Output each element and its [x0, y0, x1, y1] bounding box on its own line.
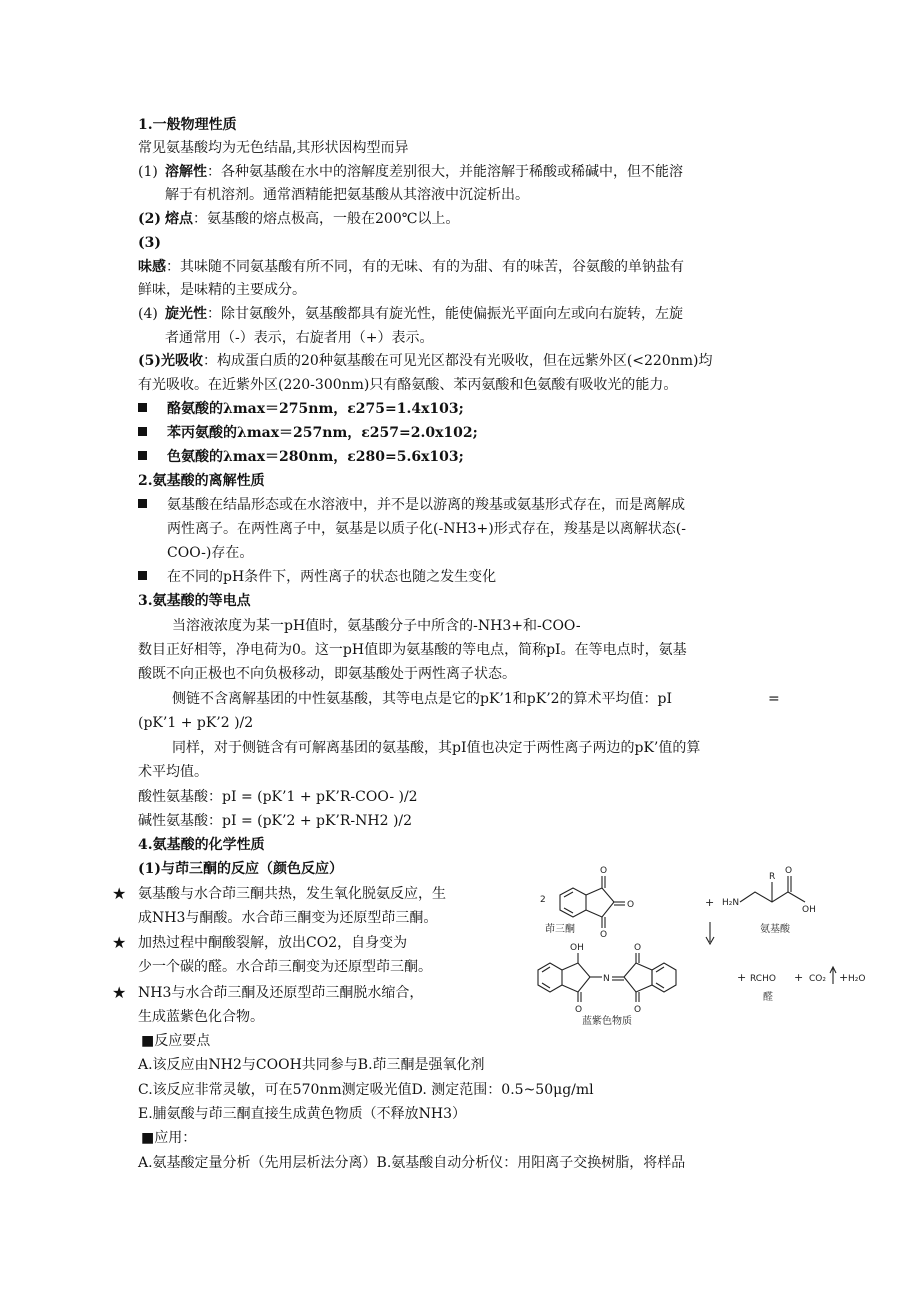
- bullet-zwitterion-cont: COO-)存在。: [167, 545, 254, 561]
- item-taste: [138, 258, 684, 277]
- carbonyl-o-label: O: [785, 866, 793, 876]
- co2-label: CO₂: [809, 974, 826, 984]
- bullet-text: 在不同的pH条件下，两性离子的状态也随之发生变化: [167, 569, 497, 585]
- item-3-number: (3): [138, 235, 161, 251]
- item-number: (2): [138, 211, 161, 227]
- h2o-label: H₂O: [848, 974, 866, 984]
- bullet-zwitterion-cont: 两性离子。在两性离子中，氨基是以质子化(-NH3+)形式存在，羧基是以离解状态(-: [167, 521, 686, 537]
- key-point-e: E.脯氨酸与茚三酮直接生成黄色物质（不释放NH3）: [138, 1106, 467, 1122]
- star-point-3-cont: 生成蓝紫色化合物。: [138, 1009, 264, 1025]
- item-taste-cont: 鲜味，是味精的主要成分。: [138, 282, 306, 298]
- item-optical-rotation: [138, 305, 683, 324]
- bullet-text: 氨基酸在结晶形态或在水溶液中，并不是以游离的羧基或氨基形式存在，而是离解成: [167, 497, 685, 513]
- item-label: 旋光性: [165, 306, 207, 322]
- atom-label-o: O: [634, 1005, 642, 1015]
- key-point-cd: C.该反应非常灵敏，可在570nm测定吸光值D. 测定范围：0.5~50μg/ml: [138, 1082, 594, 1098]
- amine-label: H₂N: [722, 898, 740, 908]
- plus-sign: +: [839, 971, 849, 984]
- item-solubility: [138, 163, 683, 182]
- ninhydrin-label: 茚三酮: [545, 924, 575, 935]
- section-1-intro: 常见氨基酸均为无色结晶,其形状因构型而异: [138, 140, 409, 156]
- amino-acid-label: 氨基酸: [760, 924, 790, 935]
- item-text: ：氨基酸的熔点极高，一般在200℃以上。: [193, 211, 460, 227]
- item-label: (5)光吸收: [138, 353, 203, 369]
- isoelectric-paragraph: 当溶液浓度为某一pH值时，氨基酸分子中所含的-NH3+和-COO-: [172, 618, 581, 634]
- item-optical-rotation-cont: 者通常用（-）表示，右旋者用（+）表示。: [165, 330, 434, 346]
- bullet-tyrosine: [138, 400, 464, 419]
- item-light-absorption-cont: 有光吸收。在近紫外区(220-300nm)只有酪氨酸、苯丙氨酸和色氨酸有吸收光的能力。: [138, 377, 678, 393]
- key-point-ab: A.该反应由NH2与COOH共同参与B.茚三酮是强氧化剂: [138, 1057, 485, 1073]
- stoich-coefficient: 2: [540, 895, 546, 905]
- key-points-title: ■反应要点: [141, 1033, 211, 1049]
- application-ab: A.氨基酸定量分析（先用层析法分离）B.氨基酸自动分析仪：用阳离子交换树脂，将样品: [138, 1155, 686, 1171]
- plus-sign: +: [794, 971, 804, 984]
- atom-label-o: O: [600, 866, 608, 876]
- five-ring-shape: [586, 888, 614, 917]
- enol-oh-label: OH: [570, 943, 584, 953]
- bullet-text: 苯丙氨酸的λmax＝257nm，ε257=2.0x102;: [167, 425, 478, 441]
- hydroxyl-label: OH: [802, 905, 816, 915]
- plus-sign: +: [705, 896, 715, 909]
- item-text: ：其味随不同氨基酸有所不同，有的无味、有的为甜、有的味苦，谷氨酸的单钠盐有: [166, 259, 684, 275]
- square-bullet-icon: [138, 451, 147, 460]
- isoelectric-paragraph-cont: 数目正好相等，净电荷为0。这一pH值即为氨基酸的等电点，简称pI。在等电点时，氨基: [138, 642, 687, 658]
- star-point-1: 氨基酸与水合茚三酮共热，发生氧化脱氨反应，生: [138, 886, 446, 902]
- acidic-pi-formula: 酸性氨基酸：pI = (pK’1 + pK’R-COO- )/2: [138, 789, 418, 805]
- neutral-amino-acid-paragraph: 侧链不含离解基团的中性氨基酸，其等电点是它的pK’1和pK’2的算术平均值：pI: [172, 691, 673, 707]
- bullet-tryptophan: [138, 448, 464, 467]
- basic-pi-formula: 碱性氨基酸：pI = (pK’2 + pK’R-NH2 )/2: [138, 813, 413, 829]
- star-bullet-icon: ★: [112, 983, 127, 1002]
- section-4-title: 4.氨基酸的化学性质: [138, 837, 265, 853]
- ninhydrin-reaction-subtitle: (1)与茚三酮的反应（颜色反应）: [138, 861, 343, 877]
- r-group-label: R: [769, 872, 776, 882]
- square-bullet-icon: [138, 499, 147, 508]
- square-bullet-icon: [138, 571, 147, 580]
- ninhydrin-reaction-diagram: [530, 860, 880, 1030]
- item-text: ：构成蛋白质的20种氨基酸在可见光区都没有光吸收，但在远紫外区(<220nm)均: [203, 353, 713, 369]
- ionizable-side-chain-cont: 术平均值。: [138, 764, 208, 780]
- ionizable-side-chain-paragraph: 同样，对于侧链含有可解离基团的氨基酸，其pI值也决定于两性离子两边的pK’值的算: [172, 740, 701, 756]
- star-point-1-cont: 成NH3与酮酸。水合茚三酮变为还原型茚三酮。: [138, 910, 438, 926]
- star-point-3: NH3与水合茚三酮及还原型茚三酮脱水缩合，: [138, 985, 424, 1001]
- square-bullet-icon: [138, 403, 147, 412]
- item-number: (4): [138, 306, 158, 322]
- isoelectric-paragraph-cont: 酸既不向正极也不向负极移动，即氨基酸处于两性离子状态。: [138, 666, 516, 682]
- plus-sign: +: [737, 971, 747, 984]
- bullet-text: 色氨酸的λmax＝280nm，ε280=5.6x103;: [167, 449, 464, 465]
- application-title: ■应用：: [141, 1130, 197, 1146]
- nitrogen-label: N: [603, 974, 610, 984]
- section-3-title: 3.氨基酸的等电点: [138, 593, 251, 609]
- item-text: ：各种氨基酸在水中的溶解度差别很大，并能溶解于稀酸或稀碱中，但不能溶: [207, 164, 683, 180]
- item-text: ：除甘氨酸外，氨基酸都具有旋光性，能使偏振光平面向左或向右旋转，左旋: [207, 306, 683, 322]
- bullet-ph-change: [138, 568, 496, 587]
- atom-label-o: O: [575, 1005, 583, 1015]
- neutral-pi-formula: (pK’1 + pK’2 )/2: [138, 715, 254, 731]
- equals-sign: =: [768, 691, 780, 707]
- item-label: 味感: [138, 259, 166, 275]
- item-label: 熔点: [165, 211, 193, 227]
- star-point-2-cont: 少一个碳的醛。水合茚三酮变为还原型茚三酮。: [138, 959, 432, 975]
- bullet-phenylalanine: [138, 424, 478, 443]
- section-1-title: 1.一般物理性质: [138, 117, 237, 133]
- rcho-label: RCHO: [750, 974, 776, 984]
- atom-label-o: O: [600, 930, 608, 940]
- star-point-2: 加热过程中酮酸裂解，放出CO2，自身变为: [138, 935, 408, 951]
- item-light-absorption: [138, 352, 712, 371]
- atom-label-o: O: [627, 900, 635, 910]
- blue-purple-product-label: 蓝紫色物质: [582, 1016, 632, 1027]
- aldehyde-label: 醛: [763, 992, 773, 1003]
- section-2-title: 2.氨基酸的离解性质: [138, 473, 265, 489]
- square-bullet-icon: [138, 427, 147, 436]
- star-bullet-icon: ★: [112, 933, 127, 952]
- star-bullet-icon: ★: [112, 884, 127, 903]
- item-number: (1): [138, 164, 158, 180]
- item-melting-point: [138, 210, 459, 229]
- item-label: 溶解性: [165, 164, 207, 180]
- bullet-text: 酪氨酸的λmax＝275nm，ε275=1.4x103;: [167, 401, 464, 417]
- atom-label-o: O: [634, 943, 642, 953]
- bullet-zwitterion: [138, 496, 685, 515]
- item-solubility-cont: 解于有机溶剂。通常酒精能把氨基酸从其溶液中沉淀析出。: [165, 187, 529, 203]
